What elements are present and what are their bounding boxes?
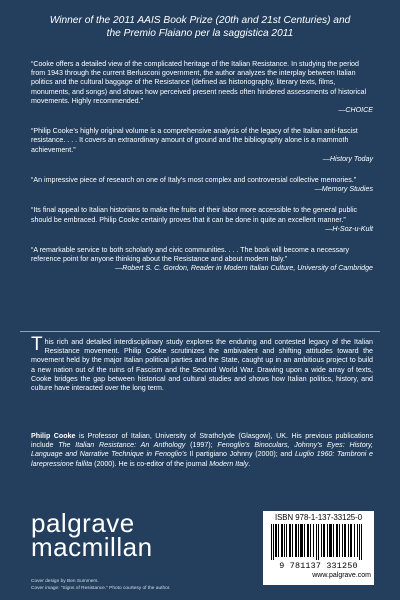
publisher-url: www.palgrave.com	[312, 572, 371, 579]
review-list	[31, 60, 373, 286]
review-quote: “An impressive piece of research on one of Italy’s most complex and controversial collective memories.”	[31, 176, 357, 185]
barcode-digits: 9 781137 331250	[279, 561, 358, 571]
bio-book-title: Fenoglio’s Binoculars, Johnny’s Eyes: History, Language and Narrative Technique in Fenoglio’s	[31, 441, 374, 459]
award-line-1: Winner of the 2011 AAIS Book Prize (20th and 21st Centuries) and	[49, 15, 351, 26]
description-text: his rich and detailed interdisciplinary study explores the enduring and contested legacy of the Italian Resistance movement. Philip Cooke scrutinizes the ambivalent and shifting attitudes toward the movement held by the major Italian political parties and the State, caught up in an ambitious project to build a new nation out of the ruins of Fascism and the Second World War. Drawing upon a wide array of texts, Cooke bridges the gap between historical and cultural studies and shows how Italian politics, history, and culture have interacted over the long term.	[31, 338, 373, 393]
bio-journal-title: Modern Italy	[209, 459, 249, 468]
logo-macmillan: macmillan	[31, 532, 153, 562]
review-item	[31, 176, 373, 194]
author-name: Philip Cooke	[31, 432, 76, 440]
cover-credits	[31, 579, 231, 592]
section-divider	[20, 331, 380, 332]
review-source: —History Today	[322, 154, 373, 163]
drop-cap: T	[31, 334, 43, 355]
review-quote: “Cooke offers a detailed view of the complicated heritage of the Italian Resistance. In studying the period from 1943 through the current Berlusconi government, the author analyzes the interplay between Italian politics and the cultural baggage of the Resistance (defined as historiography, literary texts, films, monuments, and songs) and shows how perceived present needs often hindered assessments of historical movements. Highly recommended.”	[31, 60, 367, 105]
review-source: —H-Soz-u-Kult	[325, 224, 373, 233]
award-line-2: the Premio Flaiano per la saggistica 2011	[106, 28, 294, 39]
isbn-label: ISBN 978-1-137-33125-0	[274, 513, 363, 522]
bio-text: (2000). He is co-editor of the journal	[92, 459, 210, 468]
award-statement	[20, 14, 380, 40]
design-credit: Cover design by Ben Summers.	[31, 579, 99, 584]
author-bio	[31, 432, 373, 469]
review-source: —Memory Studies	[314, 185, 373, 194]
bio-text: (1997);	[185, 441, 218, 450]
publisher-logo	[31, 508, 153, 562]
barcode-icon	[271, 524, 366, 560]
image-credit: Cover image: “Signs of Resistance.” Photo courtesy of the author.	[31, 585, 171, 591]
bio-book-title: The Italian Resistance: An Anthology	[58, 441, 186, 450]
logo-palgrave: palgrave	[31, 508, 135, 538]
bio-text: .	[248, 459, 251, 468]
review-quote: “A remarkable service to both scholarly and civic communities. . . . The book will become a necessary reference point for anyone thinking about the Resistance and about modern Italy.”	[31, 246, 350, 264]
review-item	[31, 60, 373, 115]
barcode-panel	[263, 511, 374, 585]
review-quote: “Philip Cooke’s highly original volume is a comprehensive analysis of the legacy of the Italian anti-fascist resistance. . . . It covers an extraordinary amount of ground and the bibliography alone is a mammoth achievement.”	[31, 127, 358, 154]
bio-text: is Professor of Italian, University of Strathclyde (Glasgow), UK. His previous publications include	[31, 432, 373, 450]
review-item	[31, 127, 373, 164]
review-source: —CHOICE	[338, 106, 373, 115]
review-item	[31, 206, 373, 234]
review-source: —Robert S. C. Gordon, Reader in Modern Italian Culture, University of Cambridge	[115, 264, 373, 273]
bio-text: Il partigiano Johnny (2000); and	[186, 450, 295, 459]
review-quote: “Its final appeal to Italian historians to make the fruits of their labor more accessible to the general public should be embraced. Philip Cooke certainly proves that it can be done in quite an excellent manner.”	[31, 206, 358, 224]
review-item	[31, 246, 373, 274]
bio-book-title: Luglio 1960: Tambroni e larepressione fallita	[31, 450, 374, 468]
book-description	[31, 334, 373, 393]
